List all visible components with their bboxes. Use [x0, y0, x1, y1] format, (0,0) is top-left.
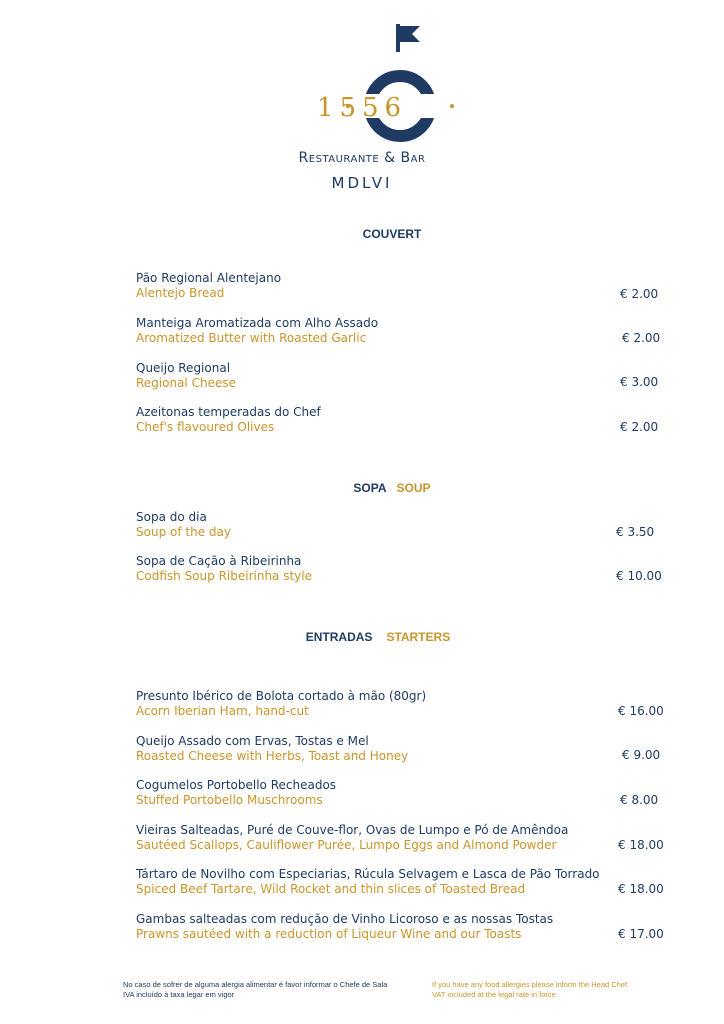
menu-item — [136, 510, 666, 540]
item-name-pt: Azeitonas temperadas do Chef — [136, 405, 321, 419]
item-price: € 3.00 — [620, 375, 659, 389]
logo-year: 1556 — [316, 93, 408, 123]
item-name-pt: Presunto Ibérico de Bolota cortado à mão (80gr) — [136, 689, 427, 703]
item-name-pt: Cogumelos Portobello Recheados — [136, 778, 337, 792]
section-couvert-title — [0, 227, 724, 241]
item-name-en: Sautéed Scallops, Cauliflower Purée, Lumpo Eggs and Almond Powder — [136, 838, 557, 852]
item-price: € 17.00 — [618, 927, 664, 941]
item-name-pt: Vieiras Salteadas, Puré de Couve-flor, Ovas de Lumpo e Pó de Amêndoa — [136, 823, 569, 837]
item-name-en: Soup of the day — [136, 525, 231, 539]
item-price: € 3.50 — [616, 525, 655, 539]
section-soup-pt: SOPA — [353, 481, 387, 495]
section-starters-pt: ENTRADAS — [305, 630, 373, 644]
menu-item — [136, 361, 666, 391]
item-name-en: Spiced Beef Tartare, Wild Rocket and thin slices of Toasted Bread — [136, 882, 526, 896]
item-price: € 18.00 — [618, 838, 664, 852]
logo-subtitle: Restaurante & Bar — [298, 150, 426, 166]
item-price: € 8.00 — [620, 793, 659, 807]
menu-item — [136, 912, 666, 942]
item-name-en: Acorn Iberian Ham, hand-cut — [136, 704, 309, 718]
item-name-pt: Tártaro de Novilho com Especiarias, Rúcula Selvagem e Lasca de Pão Torrado — [136, 867, 600, 881]
menu-item — [136, 271, 666, 301]
section-couvert-pt: COUVERT — [362, 227, 422, 241]
menu-item — [136, 867, 666, 897]
menu-item — [136, 316, 666, 346]
item-name-pt: Pão Regional Alentejano — [136, 271, 282, 285]
item-name-en: Regional Cheese — [136, 376, 236, 390]
item-price: € 2.00 — [620, 420, 659, 434]
item-name-pt: Gambas salteadas com redução de Vinho Licoroso e as nossas Tostas — [136, 912, 554, 926]
restaurant-logo — [0, 0, 724, 200]
section-soup-en: SOUP — [396, 481, 431, 495]
section-starters-en: STARTERS — [386, 630, 451, 644]
menu-item — [136, 405, 666, 435]
menu-item — [136, 689, 666, 719]
item-price: € 9.00 — [622, 748, 661, 762]
footer-note-en — [432, 980, 627, 1000]
item-name-en: Prawns sautéed with a reduction of Liqueur Wine and our Toasts — [136, 927, 522, 941]
item-name-en: Aromatized Butter with Roasted Garlic — [136, 331, 367, 345]
item-price: € 18.00 — [618, 882, 664, 896]
section-soup-title — [0, 481, 724, 495]
item-name-pt: Queijo Regional — [136, 361, 231, 375]
item-price: € 2.00 — [622, 331, 661, 345]
menu-item — [136, 823, 666, 853]
menu-item — [136, 778, 666, 808]
item-name-en: Alentejo Bread — [136, 286, 225, 300]
footer-vat-en: VAT included at the legal rate in force — [432, 990, 556, 999]
footer-allergy-en: If you have any food allergies please inform the Head Chef — [432, 980, 628, 989]
footer-vat-pt: IVA incluído à taxa legar em vigor — [123, 990, 235, 999]
footer-allergy-pt: No caso de sofrer de alguma alergia alimentar é favor informar o Chefe de Sala — [123, 980, 388, 989]
item-name-en: Codfish Soup Ribeirinha style — [136, 569, 312, 583]
footer-note-pt — [123, 980, 387, 1000]
menu-item — [136, 734, 666, 764]
logo-roman-numeral: MDLVI — [331, 174, 393, 192]
item-name-pt: Sopa do dia — [136, 510, 207, 524]
item-name-en: Roasted Cheese with Herbs, Toast and Honey — [136, 749, 409, 763]
item-name-en: Stuffed Portobello Muschrooms — [136, 793, 323, 807]
item-name-en: Chef's flavoured Olives — [136, 420, 275, 434]
section-starters-title — [0, 630, 724, 644]
item-price: € 10.00 — [616, 569, 662, 583]
menu-item — [136, 554, 666, 584]
flag-ring-logo-icon — [340, 18, 460, 148]
item-price: € 16.00 — [618, 704, 664, 718]
item-price: € 2.00 — [620, 287, 659, 301]
item-name-pt: Sopa de Cação à Ribeirinha — [136, 554, 302, 568]
item-name-pt: Manteiga Aromatizada com Alho Assado — [136, 316, 379, 330]
item-name-pt: Queijo Assado com Ervas, Tostas e Mel — [136, 734, 369, 748]
